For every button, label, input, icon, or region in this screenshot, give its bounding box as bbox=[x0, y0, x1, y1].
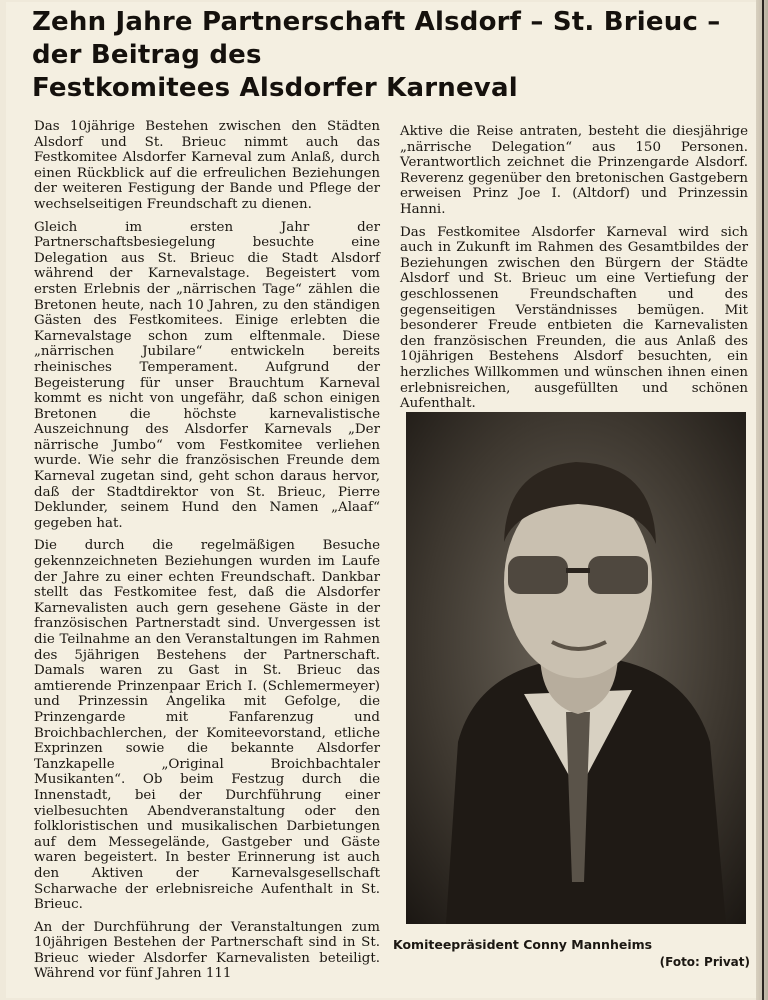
page-border-line bbox=[762, 0, 764, 1000]
article-column-right bbox=[400, 124, 748, 419]
paragraph: Gleich im ersten Jahr der Partnerschaftsbesiegelung besuchte eine Delegation aus St. Brieuc die Stadt Alsdorf während der Karnevalstage. Begeistert vom ersten Erlebnis der „närrischen Tage“ zählen die Bretonen heute, nach 10 Jahren, zu den ständigen Gästen des Festkomitees. Einige erlebten die Karnevalstage schon zum elftenmale. Diese „närrischen Jubilare“ entwickeln bereits rheinisches Temperament. Aufgrund der Begeisterung für unser Brauchtum Karneval kommt es nicht von ungefähr, daß schon einigen Bretonen die höchste karnevalistische Auszeichnung des Alsdorfer Karnevals „Der närrische Jumbo“ vom Festkomitee verliehen wurde. Wie sehr die französischen Freunde dem Karneval zugetan sind, geht schon daraus hervor, daß der Stadtdirektor von St. Brieuc, Pierre Deklunder, seinem Hund den Namen „Alaaf“ gegeben hat. bbox=[34, 219, 380, 531]
paragraph: Das 10jährige Bestehen zwischen den Städten Alsdorf und St. Brieuc nimmt auch das Festkomitee Alsdorfer Karneval zum Anlaß, durch einen Rückblick auf die erfreulichen Beziehungen der weiteren Festigung der Bande und Pflege der wechselseitigen Freundschaft zu dienen. bbox=[34, 119, 380, 212]
paragraph: Das Festkomitee Alsdorfer Karneval wird sich auch in Zukunft im Rahmen des Gesamtbildes der Beziehungen zwischen den Bürgern der Städte Alsdorf und St. Brieuc um eine Vertiefung der geschlossenen Freundschaften und des gegenseitigen Verständnisses bemügen. Mit besonderer Freude entbieten die Karnevalisten den französischen Freunden, die aus Anlaß des 10jährigen Bestehens Alsdorf besuchten, ein herzliches Willkommen und wünschen ihnen einen erlebnisreichen, ausgefüllten und schönen Aufenthalt. bbox=[400, 224, 748, 412]
headline-line-1: Zehn Jahre Partnerschaft Alsdorf – St. Brieuc – bbox=[32, 7, 721, 37]
portrait-photo bbox=[406, 412, 746, 924]
portrait-illustration bbox=[406, 412, 746, 924]
photo-caption: Komiteepräsident Conny Mannheims bbox=[393, 937, 653, 952]
paragraph: An der Durchführung der Veranstaltungen zum 10jährigen Bestehen der Partnerschaft sind in St. Brieuc wieder Alsdorfer Karnevalisten beteiligt. Während vor fünf Jahren 111 bbox=[34, 919, 380, 982]
paragraph: Die durch die regelmäßigen Besuche gekennzeichneten Beziehungen wurden im Laufe der Jahre zu einer echten Freundschaft. Dankbar stellt das Festkomitee fest, daß die Alsdorfer Karnevalisten auch gern gesehene Gäste in der französischen Partnerstadt sind. Unvergessen ist die Teilnahme an den Veranstaltungen im Rahmen des 5jährigen Bestehens der Partnerschaft. Damals waren zu Gast in St. Brieuc das amtierende Prinzenpaar Erich I. (Schlemermeyer) und Prinzessin Angelika mit Gefolge, die Prinzengarde mit Fanfarenzug und Broichbachlerchen, der Komiteevorstand, etliche Exprinzen sowie die bekannte Alsdorfer Tanzkapelle „Original Broichbachtaler Musikanten“. Ob beim Festzug durch die Innenstadt, bei der Durchführung einer vielbesuchten Abendveranstaltung oder den folkloristischen und musikalischen Darbietungen auf dem Messegelände, Gastgeber und Gäste waren begeistert. In bester Erinnerung ist auch den Aktiven der Karnevalsgesellschaft Scharwache der erlebnisreiche Aufenthalt in St. Brieuc. bbox=[34, 538, 380, 913]
photo-credit: (Foto: Privat) bbox=[659, 955, 750, 969]
article-headline bbox=[32, 6, 752, 105]
article-column-left bbox=[34, 119, 380, 989]
paragraph: Aktive die Reise antraten, besteht die diesjährige „närrische Delegation“ aus 150 Personen. Verantwortlich zeichnet die Prinzengarde Alsdorf. Reverenz gegenüber den bretonischen Gastgebern erweisen Prinz Joe I. (Altdorf) und Prinzessin Hanni. bbox=[400, 124, 748, 217]
headline-line-3: Festkomitees Alsdorfer Karneval bbox=[32, 73, 518, 103]
headline-line-2: der Beitrag des bbox=[32, 40, 262, 70]
